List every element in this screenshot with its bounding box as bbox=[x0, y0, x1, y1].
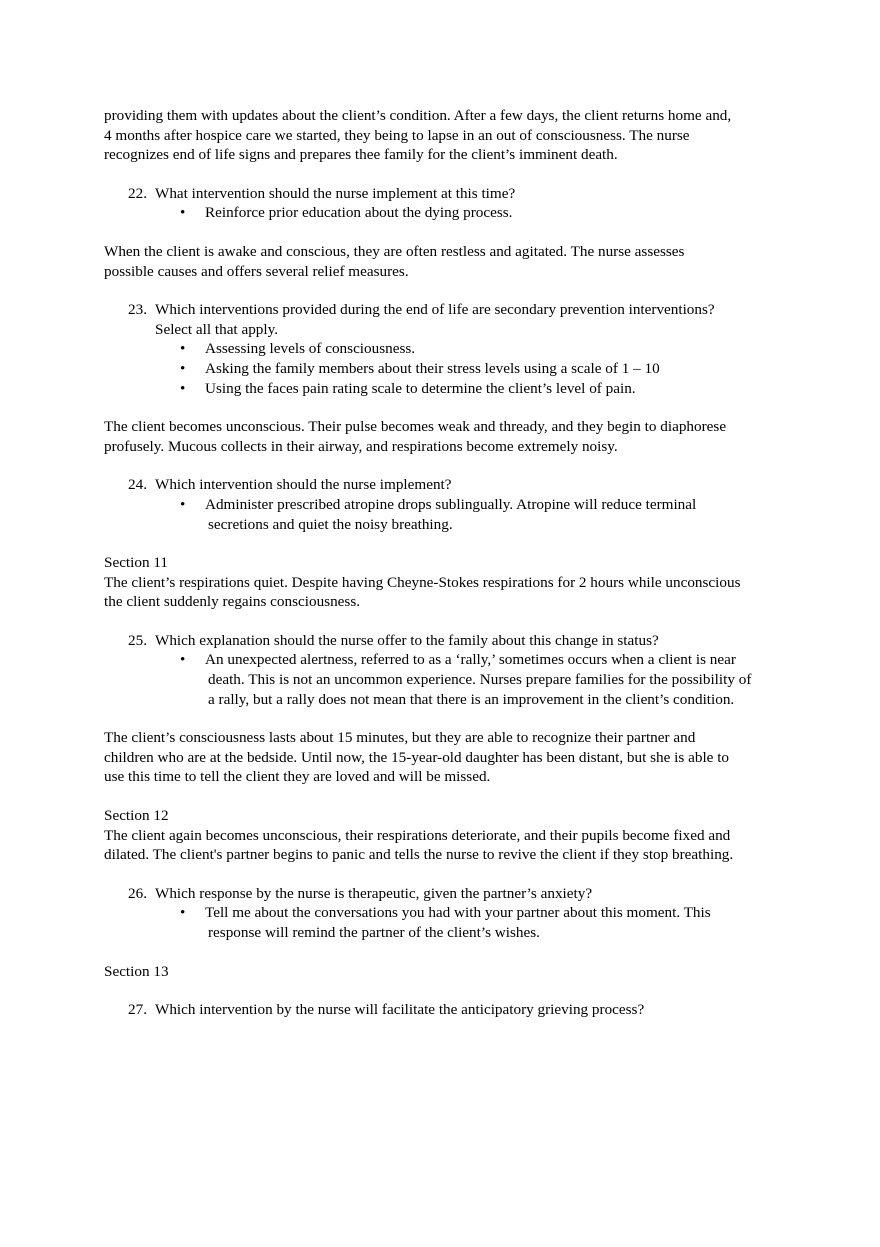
document-content bbox=[104, 106, 784, 1020]
text-line: a rally, but a rally does not mean that there is an improvement in the client’s condition. bbox=[208, 690, 735, 708]
text-line: use this time to tell the client they are loved and will be missed. bbox=[104, 768, 491, 786]
answer-list bbox=[104, 203, 784, 223]
question-text bbox=[155, 300, 784, 339]
section-heading: Section 12 bbox=[104, 807, 169, 825]
answer-text bbox=[205, 650, 784, 709]
answer-text bbox=[205, 903, 784, 942]
question-number: 22. bbox=[128, 184, 147, 202]
answer-text bbox=[205, 495, 784, 534]
question-text: What intervention should the nurse implement at this time? bbox=[155, 184, 516, 202]
text-line: providing them with updates about the client’s condition. After a few days, the client returns home and, bbox=[104, 107, 732, 124]
section-heading: Section 13 bbox=[104, 962, 169, 980]
bullet-icon: • bbox=[180, 340, 186, 358]
text-line: Select all that apply. bbox=[155, 320, 279, 338]
answer-item bbox=[104, 495, 784, 534]
text-line: Tell me about the conversations you had with your partner about this moment. This bbox=[205, 904, 711, 922]
answer-item bbox=[104, 203, 784, 223]
text-line: dilated. The client's partner begins to panic and tells the nurse to revive the client if they stop breathing. bbox=[104, 846, 734, 864]
answer-item bbox=[104, 379, 784, 399]
question-24 bbox=[104, 475, 784, 495]
answer-text: Asking the family members about their stress levels using a scale of 1 – 10 bbox=[205, 359, 660, 377]
text-line: Which interventions provided during the end of life are secondary prevention interventions? bbox=[155, 301, 715, 319]
bullet-icon: • bbox=[180, 379, 186, 397]
question-22 bbox=[104, 184, 784, 204]
question-text: Which intervention should the nurse implement? bbox=[155, 476, 452, 494]
scenario-paragraph bbox=[104, 417, 784, 456]
text-line: The client’s consciousness lasts about 15 minutes, but they are able to recognize their partner and bbox=[104, 729, 696, 747]
answer-item bbox=[104, 903, 784, 942]
answer-list bbox=[104, 495, 784, 534]
text-line: The client becomes unconscious. Their pulse becomes weak and thready, and they begin to diaphorese bbox=[104, 418, 727, 436]
answer-text: Assessing levels of consciousness. bbox=[205, 340, 416, 358]
section-heading: Section 11 bbox=[104, 554, 168, 572]
question-25 bbox=[104, 631, 784, 651]
text-line: children who are at the bedside. Until now, the 15-year-old daughter has been distant, but she is able to bbox=[104, 748, 730, 766]
bullet-icon: • bbox=[180, 359, 186, 377]
question-27 bbox=[104, 1000, 784, 1020]
scenario-paragraph bbox=[104, 728, 784, 787]
answer-list bbox=[104, 903, 784, 942]
question-23 bbox=[104, 300, 784, 339]
question-text: Which intervention by the nurse will facilitate the anticipatory grieving process? bbox=[155, 1001, 645, 1019]
answer-list bbox=[104, 339, 784, 398]
text-line: response will remind the partner of the client’s wishes. bbox=[208, 924, 540, 941]
bullet-icon: • bbox=[180, 651, 186, 669]
question-number: 26. bbox=[128, 884, 147, 902]
scenario-paragraph bbox=[104, 242, 784, 281]
text-line: The client’s respirations quiet. Despite having Cheyne-Stokes respirations for 2 hours while unconscious bbox=[104, 573, 741, 591]
answer-list bbox=[104, 650, 784, 709]
question-text: Which response by the nurse is therapeutic, given the partner’s anxiety? bbox=[155, 884, 593, 902]
answer-item bbox=[104, 359, 784, 379]
bullet-icon: • bbox=[180, 904, 186, 922]
question-26 bbox=[104, 884, 784, 904]
text-line: 4 months after hospice care we started, they being to lapse in an out of consciousness. The nurse bbox=[104, 126, 690, 144]
question-number: 27. bbox=[128, 1001, 147, 1019]
question-text: Which explanation should the nurse offer to the family about this change in status? bbox=[155, 631, 659, 649]
intro-paragraph bbox=[104, 106, 784, 165]
answer-text: Using the faces pain rating scale to determine the client’s level of pain. bbox=[205, 379, 636, 397]
text-line: death. This is not an uncommon experience. Nurses prepare families for the possibility of bbox=[208, 671, 752, 689]
answer-item bbox=[104, 650, 784, 709]
question-number: 23. bbox=[128, 301, 147, 319]
text-line: The client again becomes unconscious, their respirations deteriorate, and their pupils become fixed and bbox=[104, 826, 731, 844]
text-line: secretions and quiet the noisy breathing. bbox=[208, 515, 453, 533]
answer-item bbox=[104, 339, 784, 359]
section-11 bbox=[104, 553, 784, 612]
text-line: profusely. Mucous collects in their airway, and respirations become extremely noisy. bbox=[104, 437, 618, 455]
section-13 bbox=[104, 962, 784, 982]
text-line: Administer prescribed atropine drops sublingually. Atropine will reduce terminal bbox=[205, 495, 697, 513]
text-line: the client suddenly regains consciousness. bbox=[104, 593, 361, 611]
section-12 bbox=[104, 806, 784, 865]
text-line: recognizes end of life signs and prepares thee family for the client’s imminent death. bbox=[104, 146, 618, 164]
answer-text: Reinforce prior education about the dying process. bbox=[205, 204, 513, 222]
question-number: 24. bbox=[128, 476, 147, 494]
text-line: possible causes and offers several relief measures. bbox=[104, 262, 409, 280]
bullet-icon: • bbox=[180, 204, 186, 222]
text-line: When the client is awake and conscious, they are often restless and agitated. The nurse assesses bbox=[104, 242, 685, 260]
text-line: An unexpected alertness, referred to as a ‘rally,’ sometimes occurs when a client is near bbox=[205, 651, 736, 669]
bullet-icon: • bbox=[180, 495, 186, 513]
question-number: 25. bbox=[128, 631, 147, 649]
